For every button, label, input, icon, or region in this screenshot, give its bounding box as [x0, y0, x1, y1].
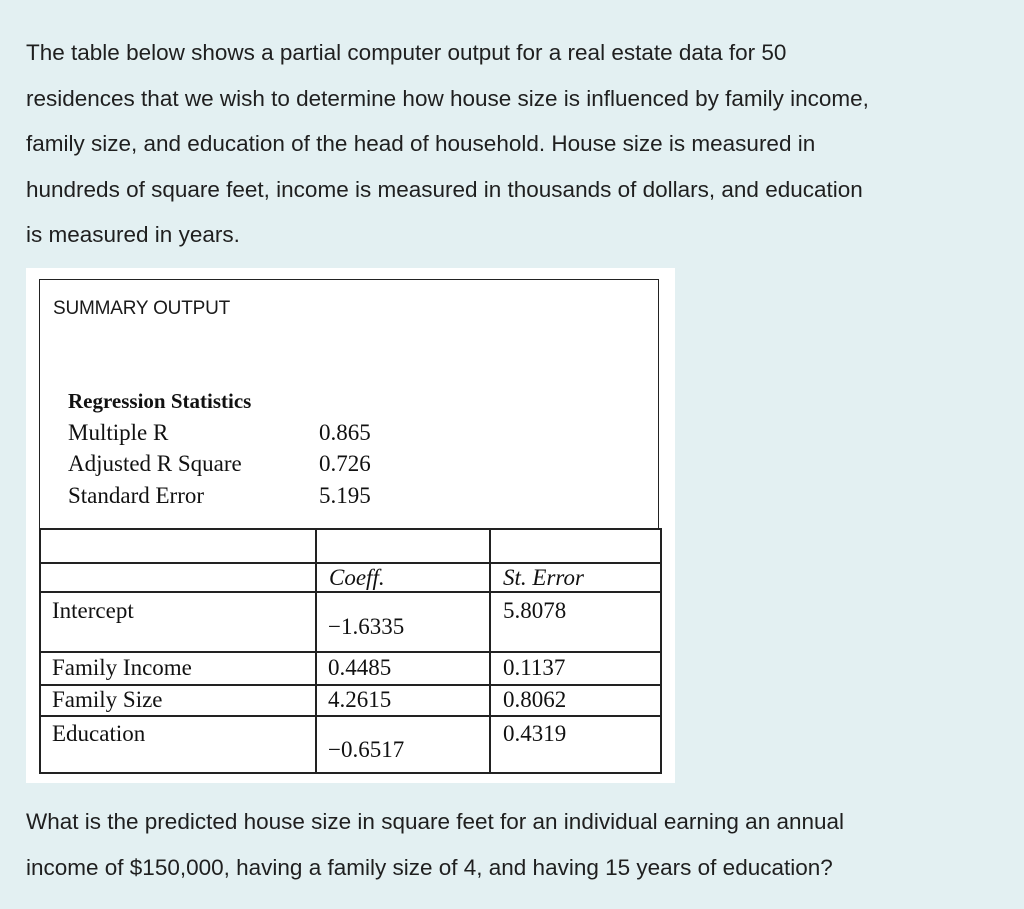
row-label-education: Education [52, 721, 146, 746]
stat-label-adjusted-r-square: Adjusted R Square [68, 451, 242, 476]
table-rule [39, 715, 662, 717]
question-line: income of $150,000, having a family size of 4, and having 15 years of education? [26, 854, 833, 880]
st-error-family-size: 0.8062 [503, 687, 567, 712]
table-rule [315, 528, 317, 774]
coefficients-table [39, 528, 662, 774]
intro-line: residences that we wish to determine how house size is influenced by family income, [26, 85, 869, 111]
summary-output-box [39, 279, 659, 528]
intro-line: family size, and education of the head of household. House size is measured in [26, 131, 816, 156]
table-rule [489, 528, 491, 774]
table-rule [39, 591, 662, 593]
stat-label-multiple-r: Multiple R [68, 420, 169, 445]
regression-statistics-heading: Regression Statistics [68, 389, 252, 413]
table-rule [39, 684, 662, 686]
summary-title: SUMMARY OUTPUT [53, 298, 231, 319]
regression-output-image [26, 268, 675, 783]
intro-line: hundreds of square feet, income is measured in thousands of dollars, and education [26, 176, 863, 202]
coeff-family-income: 0.4485 [328, 655, 392, 680]
intro-line: is measured in years. [26, 222, 240, 247]
row-label-family-size: Family Size [52, 687, 163, 712]
column-header-st-error: St. Error [503, 565, 584, 590]
table-rule [39, 528, 41, 774]
table-rule [39, 651, 662, 653]
coeff-intercept: −1.6335 [328, 614, 405, 639]
stat-value-adjusted-r-square: 0.726 [319, 451, 371, 476]
row-label-family-income: Family Income [52, 655, 192, 680]
intro-line: The table below shows a partial computer output for a real estate data for 50 [26, 40, 787, 65]
question-line: What is the predicted house size in square feet for an individual earning an annual [26, 809, 845, 834]
stat-label-standard-error: Standard Error [68, 483, 205, 508]
st-error-family-income: 0.1137 [503, 655, 566, 680]
table-rule [39, 528, 662, 530]
table-rule [39, 562, 662, 564]
st-error-intercept: 5.8078 [503, 598, 567, 623]
question-text [26, 799, 1011, 890]
column-header-coeff: Coeff. [329, 565, 385, 590]
table-rule [660, 528, 662, 774]
stat-value-multiple-r: 0.865 [319, 420, 371, 445]
problem-statement [26, 30, 1011, 258]
coeff-family-size: 4.2615 [328, 687, 392, 712]
table-rule [39, 772, 662, 774]
stat-value-standard-error: 5.195 [319, 483, 371, 508]
row-label-intercept: Intercept [52, 598, 134, 623]
st-error-education: 0.4319 [503, 721, 567, 746]
coeff-education: −0.6517 [328, 737, 405, 762]
